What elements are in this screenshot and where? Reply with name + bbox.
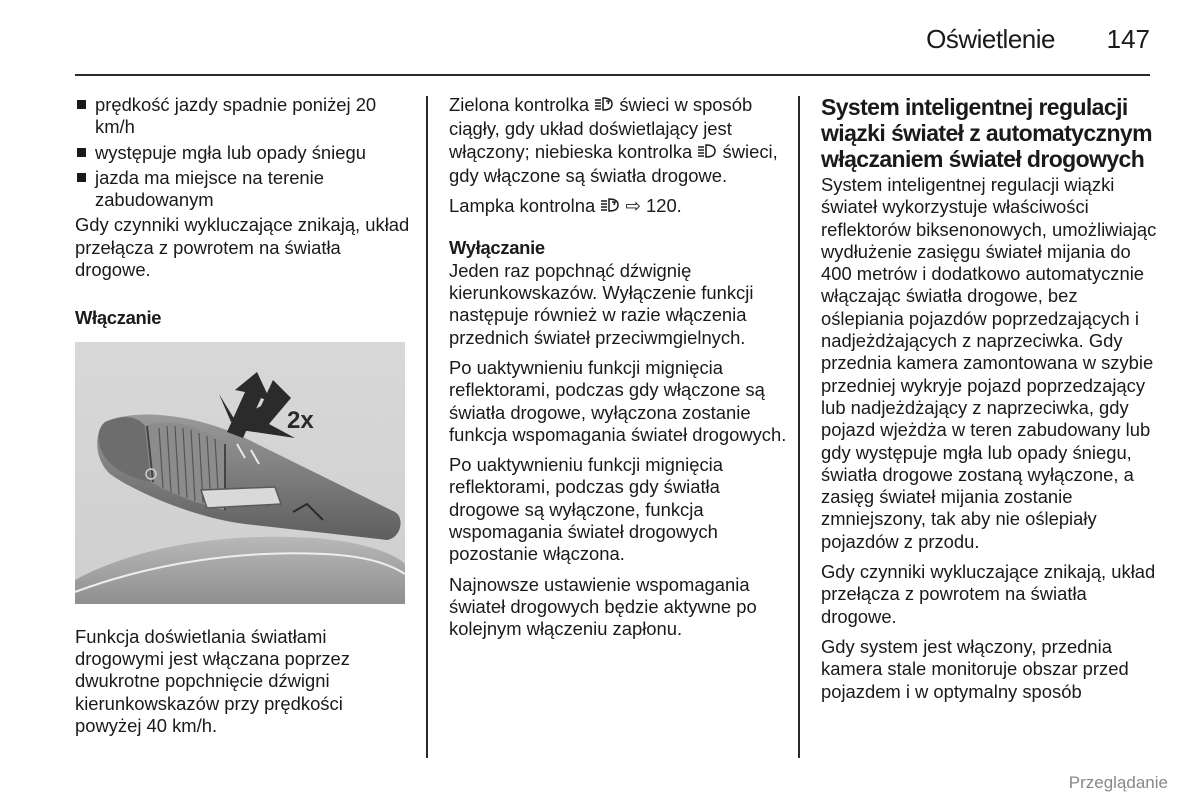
page-reference-arrow-icon: ⇨ (625, 195, 641, 217)
page-reference-link[interactable]: 120. (646, 195, 682, 217)
conditions-list (75, 94, 410, 211)
paragraph: Funkcja doświetlania światłami drogowymi jest włączana poprzez dwukrotne popchnięcie dźwigni kierunkowskazów przy prędkości powyżej 40 km/h. (75, 625, 350, 736)
header-divider (75, 74, 1150, 76)
paragraph: Po uaktywnieniu funkcji mignięcia reflektorami, podczas gdy światła drogowe są wyłączone, funkcja wspomagania świateł drogowych pozostanie włączona. (449, 454, 723, 565)
bullet-icon (77, 173, 86, 182)
paragraph: System inteligentnej regulacji wiązki świateł wykorzystuje właściwości reflektorów biksenonowych, umożliwiając wydłużenie zasięgu świateł mijania do 400 metrów i dodatkowo automatycznie włączając światła drogowe, bez oślepiania pojazdów poprzedzających i nadjeżdżających z naprzeciwka. Gdy przednia kamera zamontowana w szybie przedniej wykryje pojazd poprzedzający lub nadjeżdżający z naprzeciwka, gdy pojazd wjeżdża w teren zabudowany lub gdy występuje mgła lub opady śniegu, światła drogowe zostaną wyłączone, a zasięg świateł mijania zostanie zmniejszony, tak aby nie oślepiały pojazdów z przodu. (821, 174, 1157, 552)
paragraph: Gdy czynniki wykluczające znikają, układ przełącza z powrotem na światła drogowe. (821, 561, 1156, 627)
page-section-title: Oświetlenie (926, 24, 1055, 54)
list-item: jazda ma miejsce na terenie zabudowanym (75, 167, 410, 212)
push-twice-label: 2x (287, 406, 314, 434)
bullet-icon (77, 100, 86, 109)
subheading-wylaczanie: Wyłączanie (449, 237, 545, 259)
browse-link[interactable]: Przeglądanie (1068, 773, 1168, 792)
paragraph: Gdy system jest włączony, przednia kamera stale monitoruje obszar przed pojazdem i w optymalny sposób (821, 635, 1129, 702)
section-title: System inteligentnej regulacji wiązki świateł z automatycznym włączaniem świateł drogowych (821, 94, 1152, 172)
list-item: prędkość jazdy spadnie poniżej 20 km/h (75, 94, 410, 139)
paragraph: Jeden raz popchnąć dźwignię kierunkowskazów. Wyłączenie funkcji następuje również w razie włączenia przednich świateł przeciwmgielnych. (449, 259, 754, 348)
high-beam-icon (697, 143, 717, 165)
turn-signal-stalk-image (75, 342, 405, 604)
high-beam-assist-icon (594, 96, 614, 118)
list-item: występuje mgła lub opady śniegu (75, 142, 410, 164)
paragraph: Gdy czynniki wykluczające znikają, układ przełącza z powrotem na światła drogowe. (75, 214, 410, 281)
column-3 (821, 94, 1161, 711)
column-divider-1 (426, 96, 428, 758)
column-divider-2 (798, 96, 800, 758)
subheading-wlaczanie: Włączanie (75, 307, 162, 329)
page-number: 147 (1106, 24, 1150, 54)
column-2 (449, 94, 789, 649)
stalk-illustration (75, 342, 405, 604)
high-beam-assist-icon (600, 197, 620, 219)
paragraph: Lampka kontrolna ⇨ 120. (449, 195, 789, 219)
paragraph: Zielona kontrolka świeci w sposób ciągły, gdy układ doświetlający jest włączony; niebieska kontrolka świeci, gdy włączone są światła drogowe. (449, 94, 778, 186)
column-1 (75, 94, 410, 745)
paragraph: Po uaktywnieniu funkcji mignięcia reflektorami, podczas gdy włączone są światła drogowe, wyłączona zostanie funkcja wspomagania świateł drogowych. (449, 356, 787, 445)
paragraph: Najnowsze ustawienie wspomagania świateł drogowych będzie aktywne po kolejnym włączeniu zapłonu. (449, 573, 757, 640)
bullet-icon (77, 148, 86, 157)
